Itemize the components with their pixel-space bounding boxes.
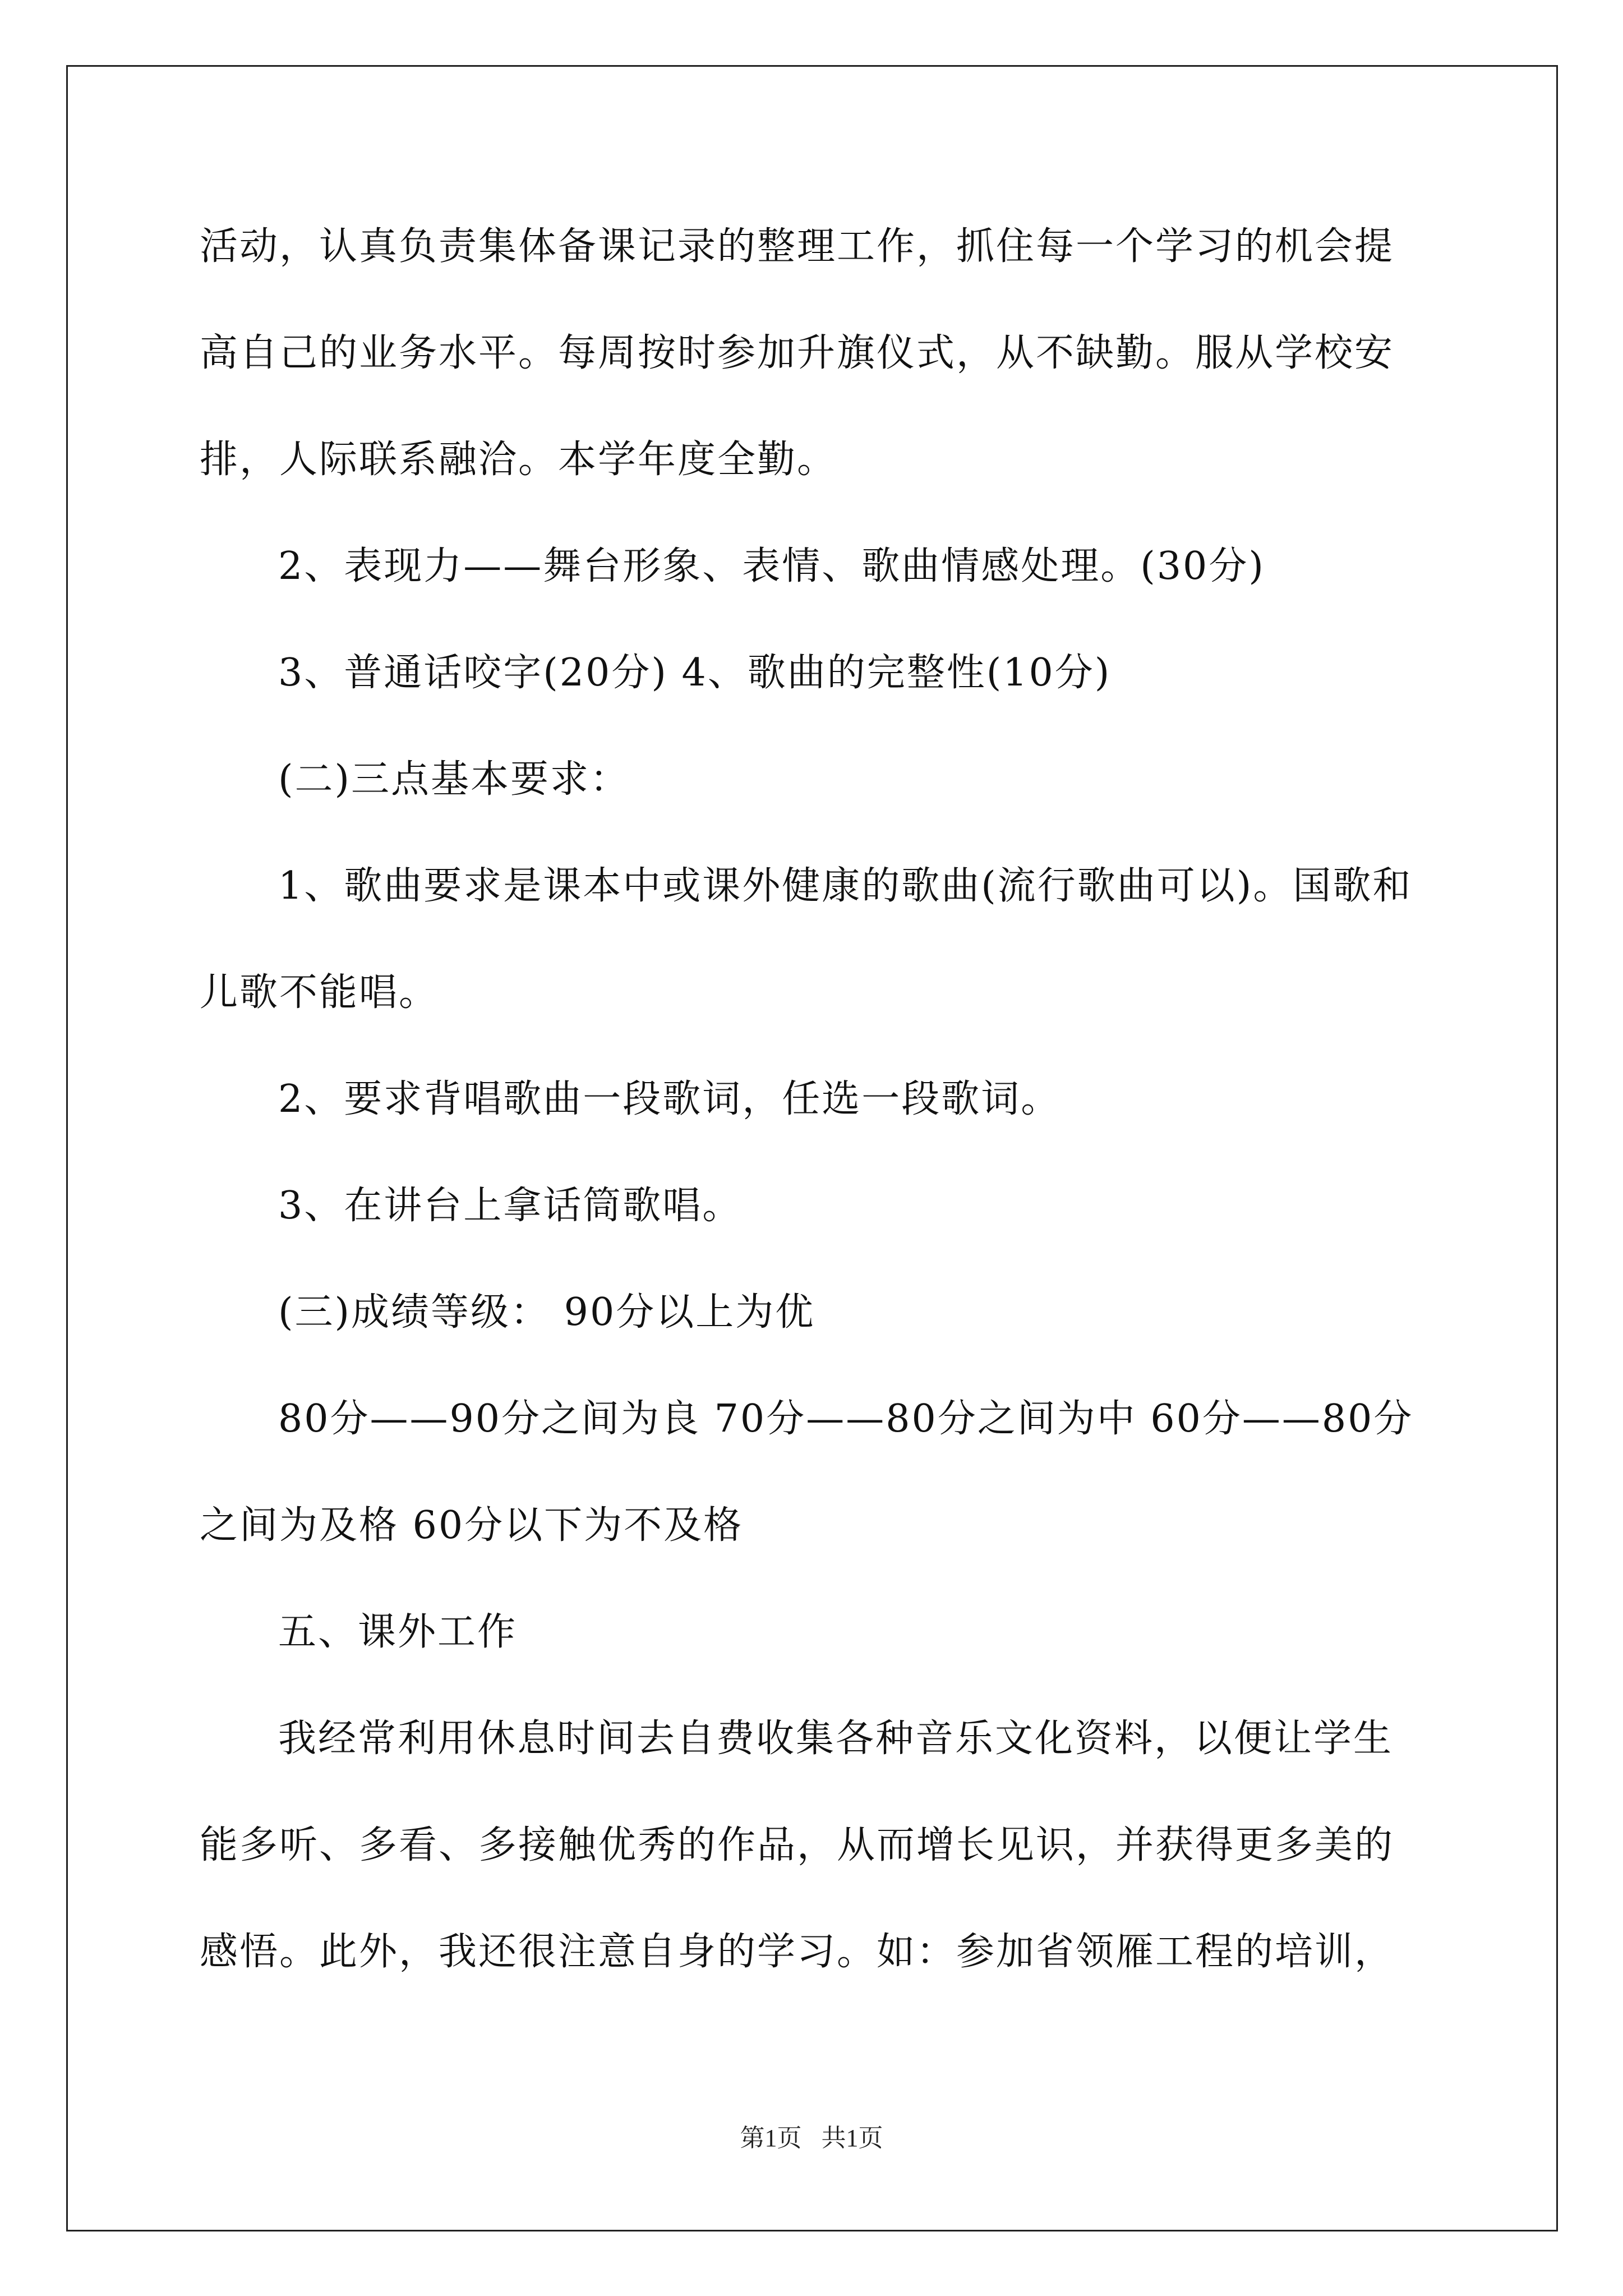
text-line: 2、要求背唱歌曲一段歌词，任选一段歌词。 <box>278 1077 1061 1121</box>
text-line: 之间为及格 60分以下为不及格 <box>200 1503 744 1548</box>
text-line: 我经常利用休息时间去自费收集各种音乐文化资料，以便让学生 <box>278 1717 1394 1761</box>
text-line: 3、普通话咬字(20分) 4、歌曲的完整性(10分) <box>278 651 1112 695</box>
text-line: (二)三点基本要求： <box>278 757 630 802</box>
text-line: 高自己的业务水平。每周按时参加升旗仪式，从不缺勤。服从学校安 <box>200 331 1395 375</box>
page-total: 共1页 <box>821 2124 883 2152</box>
section-heading: 五、课外工作 <box>278 1610 518 1654</box>
page-footer <box>0 2122 1623 2155</box>
text-line: 能多听、多看、多接触优秀的作品，从而增长见识，并获得更多美的 <box>200 1823 1395 1867</box>
text-line: 2、表现力——舞台形象、表情、歌曲情感处理。(30分) <box>278 544 1265 588</box>
text-line: 活动，认真负责集体备课记录的整理工作，抓住每一个学习的机会提 <box>200 224 1395 269</box>
text-line: 感悟。此外，我还很注意自身的学习。如：参加省领雁工程的培训， <box>200 1930 1395 1974</box>
text-line: (三)成绩等级： 90分以上为优 <box>278 1290 815 1335</box>
text-line: 1、歌曲要求是课本中或课外健康的歌曲(流行歌曲可以)。国歌和 <box>278 864 1413 908</box>
text-line: 80分——90分之间为良 70分——80分之间为中 60分——80分 <box>278 1397 1414 1441</box>
text-line: 排，人际联系融洽。本学年度全勤。 <box>200 438 837 482</box>
text-line: 儿歌不能唱。 <box>200 970 439 1015</box>
text-line: 3、在讲台上拿话筒歌唱。 <box>278 1184 743 1228</box>
page-border <box>66 65 1558 2231</box>
page-number: 第1页 <box>740 2124 802 2152</box>
